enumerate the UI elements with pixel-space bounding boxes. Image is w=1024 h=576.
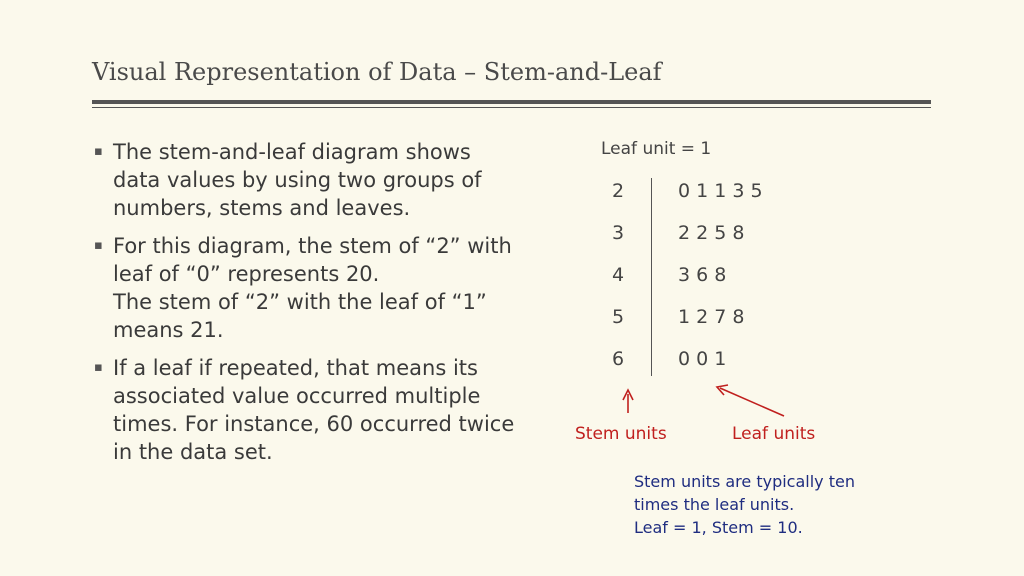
stem-arrow-icon <box>623 390 633 413</box>
stem-leaf-row <box>600 348 820 378</box>
stem-value: 5 <box>612 306 625 328</box>
stem-value: 3 <box>612 222 625 244</box>
leaf-values: 3 6 8 <box>678 264 727 286</box>
stem-value: 2 <box>612 180 625 202</box>
bullet-list <box>94 138 524 476</box>
note-line: Leaf = 1, Stem = 10. <box>634 518 803 537</box>
bullet-item <box>94 232 524 344</box>
leaf-values: 2 2 5 8 <box>678 222 745 244</box>
leaf-values: 0 0 1 <box>678 348 727 370</box>
title-rule-thick <box>92 100 931 104</box>
title-rule-thin <box>92 107 931 108</box>
slide-title: Visual Representation of Data – Stem-and-Leaf <box>92 58 662 86</box>
stem-value: 4 <box>612 264 625 286</box>
leaf-unit-label: Leaf unit = 1 <box>601 139 712 159</box>
bullet-text: The stem-and-leaf diagram shows data values by using two groups of numbers, stems and leaves. <box>113 140 482 220</box>
leaf-values: 0 1 1 3 5 <box>678 180 763 202</box>
stem-leaf-divider <box>651 178 652 376</box>
square-bullet-icon: ▪ <box>94 144 103 159</box>
bullet-item <box>94 354 524 466</box>
stem-leaf-row <box>600 180 820 210</box>
square-bullet-icon: ▪ <box>94 360 103 375</box>
square-bullet-icon: ▪ <box>94 238 103 253</box>
stem-leaf-row <box>600 306 820 336</box>
leaf-values: 1 2 7 8 <box>678 306 745 328</box>
stem-units-label: Stem units <box>575 424 667 444</box>
units-note <box>634 470 855 539</box>
bullet-item <box>94 138 524 222</box>
stem-leaf-row <box>600 264 820 294</box>
note-line: Stem units are typically ten <box>634 472 855 491</box>
leaf-units-label: Leaf units <box>732 424 816 444</box>
leaf-arrow-icon <box>717 385 784 416</box>
bullet-text: For this diagram, the stem of “2” with leaf of “0” represents 20. The stem of “2” with the leaf of “1” means 21. <box>113 234 512 342</box>
stem-leaf-row <box>600 222 820 252</box>
bullet-text: If a leaf if repeated, that means its associated value occurred multiple times. For instance, 60 occurred twice in the data set. <box>113 356 515 464</box>
stem-value: 6 <box>612 348 625 370</box>
note-line: times the leaf units. <box>634 495 795 514</box>
